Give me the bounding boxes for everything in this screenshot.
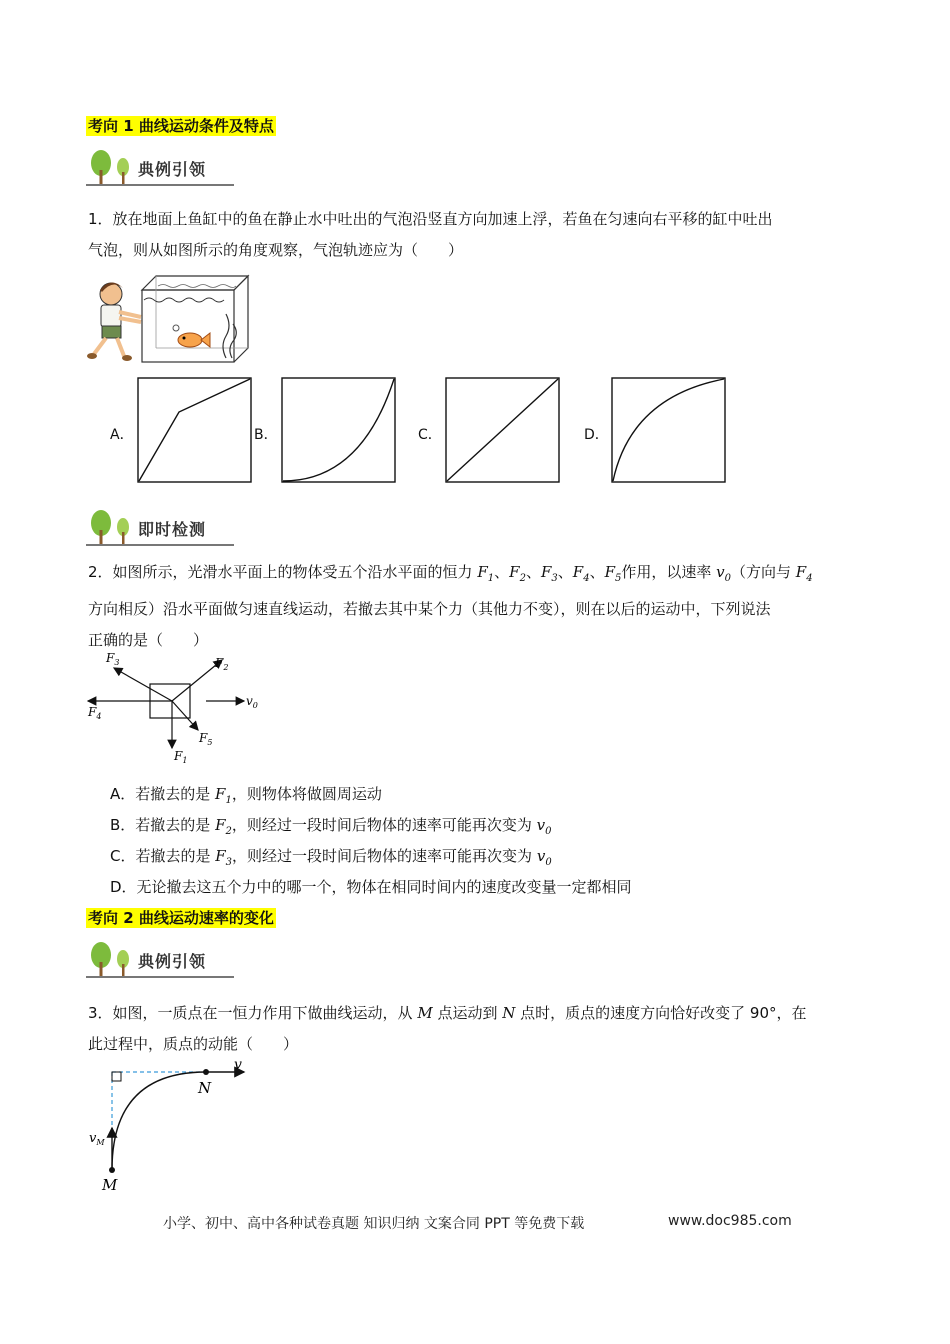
topic-2-heading: 考向 2 曲线运动速率的变化: [88, 909, 274, 927]
example-badge-2: [86, 940, 236, 980]
footer-url[interactable]: www.doc985.com: [668, 1213, 792, 1229]
choice-a-graph: [137, 377, 253, 483]
force-diagram: [82, 648, 272, 766]
choice-b-label: B．: [254, 427, 278, 443]
svg-text:F5: $F_5$: [199, 731, 213, 747]
topic-1-heading: 考向 1 曲线运动条件及特点: [88, 117, 274, 135]
badge-label: 即时检测: [138, 520, 207, 539]
tree-icon: [86, 508, 136, 548]
svg-text:N: N: [198, 1079, 212, 1097]
badge-label: 典例引领: [138, 952, 207, 971]
svg-text:M: M: [102, 1176, 118, 1194]
option-d: D．无论撤去这五个力中的哪一个，物体在相同时间内的速度改变量一定都相同: [110, 878, 632, 896]
footer-text: 小学、初中、高中各种试卷真题 知识归纳 文案合同 PPT 等免费下载: [163, 1216, 585, 1232]
option-c: C．若撤去的是 $F_3$，则经过一段时间后物体的速率可能再次变为 $v_0$: [110, 847, 552, 868]
badge-label: 典例引领: [138, 160, 207, 179]
svg-text:F3: $F_3$: [106, 651, 120, 667]
svg-text:F4: $F_4$: [88, 705, 102, 721]
option-a: A．若撤去的是 $F_1$，则物体将做圆周运动: [110, 785, 382, 806]
option-b: B．若撤去的是 $F_2$，则经过一段时间后物体的速率可能再次变为 $v_0$: [110, 816, 552, 837]
choice-a-label: A．: [110, 427, 134, 443]
example-badge: [86, 148, 236, 188]
tree-icon: [86, 940, 136, 980]
svg-text:v: v: [234, 1060, 242, 1073]
fish-tank-illustration: [86, 272, 256, 370]
question-1: 1．放在地面上鱼缸中的鱼在静止水中吐出的气泡沿竖直方向加速上浮，若鱼在匀速向右平移的缸中吐出 气泡，则从如图所示的角度观察，气泡轨迹应为（ ）: [88, 210, 773, 259]
choice-d-label: D．: [584, 427, 609, 443]
choice-d-graph: [611, 377, 727, 483]
check-badge: [86, 508, 236, 548]
question-2: 2．如图所示，光滑水平面上的物体受五个沿水平面的恒力 $F_1$、$F_2$、$F_3$、$F_4$、$F_5$作用，以速率 $v_0$（方向与 $F_4$ 方向相反）沿水平面做匀速直线运动，若撤去其中某个力（其他力不变），则在以后的运动中，下列说法 正确的是（ ）: [88, 563, 813, 649]
svg-text:vM: $v_M$: [89, 1131, 105, 1147]
question-3: 3．如图，一质点在一恒力作用下做曲线运动，从 M 点运动到 N 点时，质点的速度方向恰好改变了 90°，在 此过程中，质点的动能（ ）: [88, 1004, 807, 1053]
svg-text:F1: $F_1$: [174, 749, 188, 765]
question-number: 1．: [88, 210, 113, 228]
svg-text:v0: $v_0$: [246, 694, 258, 710]
choice-c-label: C．: [418, 427, 442, 443]
svg-text:F2: $F_2$: [215, 656, 229, 672]
choice-b-graph: [281, 377, 397, 483]
curve-diagram: [84, 1060, 264, 1195]
choice-c-graph: [445, 377, 561, 483]
tree-icon: [86, 148, 136, 188]
